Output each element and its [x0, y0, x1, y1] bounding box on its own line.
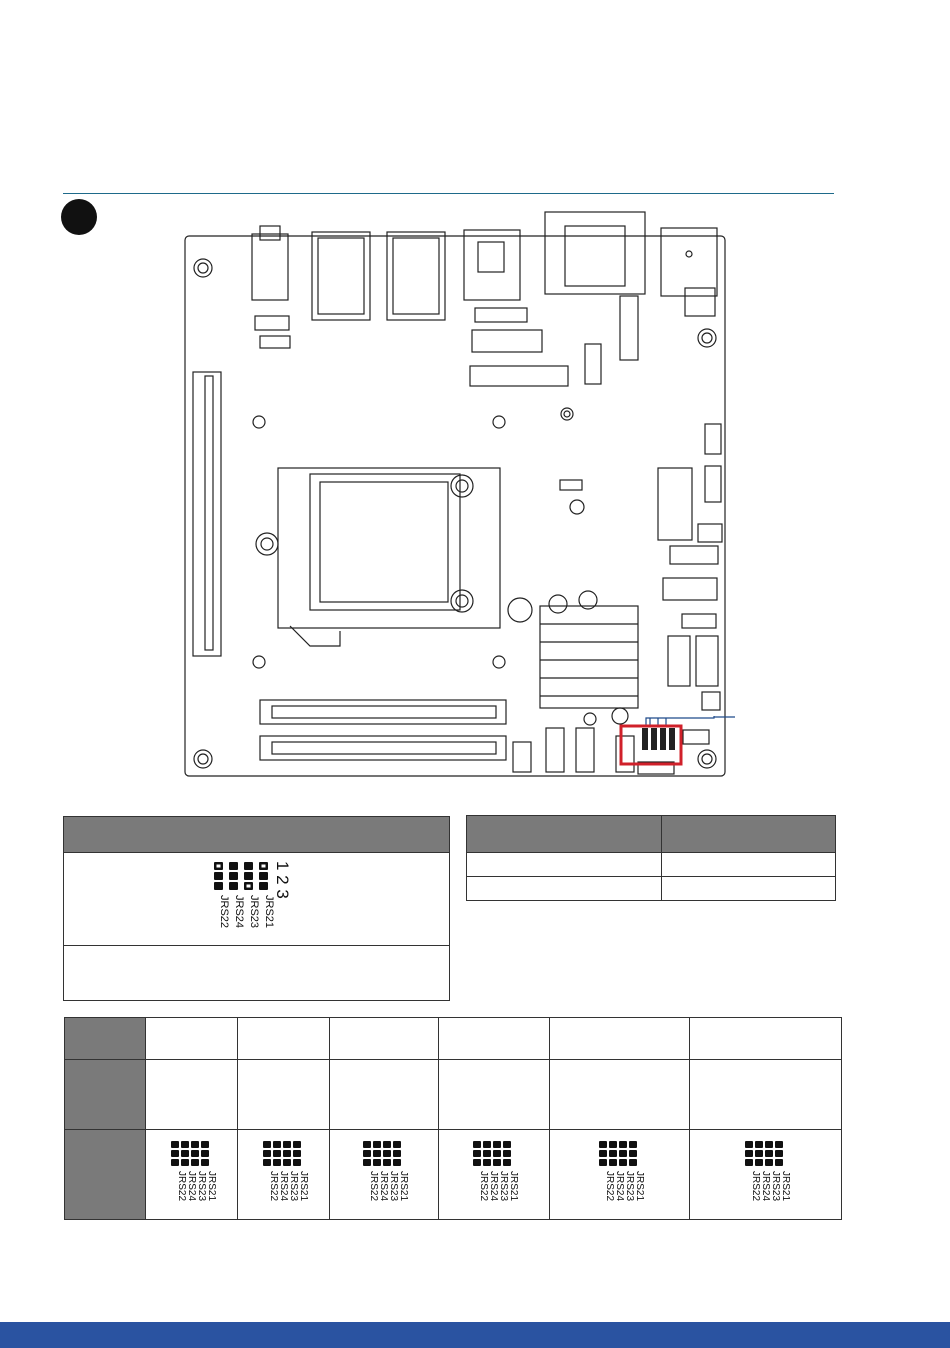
jumper-pin: [373, 1159, 381, 1166]
jumper-label-jrs21: JRS21: [263, 895, 275, 929]
jumper-pin: [755, 1141, 763, 1148]
jumper-pin: [363, 1141, 371, 1148]
jumper-pin: [745, 1150, 753, 1157]
row-header-cell: [65, 1060, 146, 1130]
jumper-pin: [619, 1159, 627, 1166]
jumper-pin: [619, 1141, 627, 1148]
jumper-mini-diagram: [249, 1135, 319, 1215]
jumper-pin: [283, 1150, 291, 1157]
jumper-pin: [181, 1150, 189, 1157]
jumper-pin: [599, 1159, 607, 1166]
table-cell: [439, 1018, 550, 1060]
jumper-config-cell: [330, 1130, 439, 1220]
jumper-mini-label: JRS24: [277, 1170, 289, 1201]
jumper-pin: [393, 1141, 401, 1148]
jumper-pin: [629, 1159, 637, 1166]
jumper-pin: [383, 1159, 391, 1166]
table-cell: [690, 1060, 842, 1130]
jumper-pin: [473, 1141, 481, 1148]
jumper-mode-table: [64, 1017, 842, 1220]
jumper-pin: [273, 1150, 281, 1157]
table-cell: [662, 877, 836, 901]
jumper-pin: [263, 1150, 271, 1157]
row-header-cell: [65, 1130, 146, 1220]
jumper-config-cell: [690, 1130, 842, 1220]
jumper-config-cell: [146, 1130, 238, 1220]
jumper-pin: [503, 1159, 511, 1166]
jumper-mini-label: JRS23: [498, 1170, 509, 1201]
jumper-pin: [273, 1159, 281, 1166]
jumper-pin: [755, 1150, 763, 1157]
jumper-pin: [493, 1150, 501, 1157]
jumper-pin: [599, 1150, 607, 1157]
jumper-pin: [171, 1141, 179, 1148]
jumper-pin: [191, 1141, 199, 1148]
jumper-pin: [619, 1150, 627, 1157]
jumper-pin: [629, 1141, 637, 1148]
board-outline: [185, 236, 725, 776]
row-header-cell: [65, 1018, 146, 1060]
jumper-mini-label: JRS22: [175, 1170, 187, 1201]
jumper-pin: [363, 1159, 371, 1166]
jumper-pin: [483, 1159, 491, 1166]
jumper-mini-label: JRS21: [398, 1170, 409, 1201]
table-cell: [238, 1060, 330, 1130]
jumper-pin: [765, 1150, 773, 1157]
table-cell: [467, 877, 662, 901]
jumper-pin: [745, 1141, 753, 1148]
jumper-mini-label: JRS24: [759, 1170, 771, 1201]
table-cell: [330, 1060, 439, 1130]
jumper-pin: [393, 1150, 401, 1157]
jumper-pin: [599, 1141, 607, 1148]
table-cell: [146, 1018, 238, 1060]
jumper-pin: [765, 1141, 773, 1148]
jumper-mini-diagram: [157, 1135, 227, 1215]
jumper-pin: [171, 1159, 179, 1166]
jumper-mini-label: JRS24: [613, 1170, 625, 1201]
jumper-pin: [293, 1159, 301, 1166]
jumper-pin: [263, 1159, 271, 1166]
table-header-cell: [467, 816, 662, 853]
step-marker-dot: [61, 199, 97, 235]
jumper-mini-label: JRS22: [603, 1170, 615, 1201]
jumper-pin: [383, 1150, 391, 1157]
jumper-pin: [493, 1159, 501, 1166]
jumper-mini-label: JRS21: [508, 1170, 519, 1201]
jumper-pin: [765, 1159, 773, 1166]
jumper-mini-label: JRS23: [623, 1170, 635, 1201]
jumper-panel-header: [64, 817, 449, 853]
jumper-pin: [503, 1150, 511, 1157]
table-cell: [467, 853, 662, 877]
jumper-mini-label: JRS24: [378, 1170, 389, 1201]
jumper-diagram-panel: [63, 816, 450, 1001]
jumper-mini-label: JRS24: [488, 1170, 499, 1201]
jumper-pin: [181, 1159, 189, 1166]
jumper-pin: [629, 1150, 637, 1157]
jumper-label-jrs22: JRS22: [218, 895, 230, 929]
jumper-pin: [609, 1141, 617, 1148]
jumper-mini-label: JRS21: [297, 1170, 309, 1201]
motherboard-layout-diagram: [180, 206, 735, 786]
jumper-mini-label: JRS22: [267, 1170, 279, 1201]
jumper-pin: [609, 1159, 617, 1166]
jumper-mini-label: JRS22: [368, 1170, 379, 1201]
jumper-pin: [283, 1141, 291, 1148]
jumper-mini-diagram: [731, 1135, 801, 1215]
jumper-mini-label: JRS23: [388, 1170, 399, 1201]
jumper-pin: [775, 1141, 783, 1148]
jumper-pin: [609, 1150, 617, 1157]
jumper-pin: [191, 1159, 199, 1166]
jumper-pin: [273, 1141, 281, 1148]
table-cell: [330, 1018, 439, 1060]
jumper-mini-label: JRS21: [779, 1170, 791, 1201]
jumper-pin: [493, 1141, 501, 1148]
jumper-pin: [503, 1141, 511, 1148]
jumper-panel-body: [64, 853, 449, 946]
jumper-config-cell: [238, 1130, 330, 1220]
table-cell: [146, 1060, 238, 1130]
table-cell: [550, 1018, 690, 1060]
jumper-pin: [483, 1150, 491, 1157]
jumper-mini-label: JRS23: [769, 1170, 781, 1201]
jumper-pin: [393, 1159, 401, 1166]
jumper-config-cell: [439, 1130, 550, 1220]
jumper-pin: [383, 1141, 391, 1148]
jumper-mini-label: JRS24: [185, 1170, 197, 1201]
jumper-pin: [201, 1150, 209, 1157]
jumper-pin: [473, 1159, 481, 1166]
jumper-label-jrs24: JRS24: [233, 895, 245, 929]
table-cell: [690, 1018, 842, 1060]
jumper-setting-table: [466, 815, 836, 901]
jumper-pin: [373, 1141, 381, 1148]
jumper-pin: [363, 1150, 371, 1157]
footer-bar: [0, 1322, 950, 1348]
jumper-config-row: [65, 1130, 842, 1220]
jumper-pin: [263, 1141, 271, 1148]
jumper-pin: [483, 1141, 491, 1148]
jumper-pin: [171, 1150, 179, 1157]
table-cell: [662, 853, 836, 877]
table-header-cell: [662, 816, 836, 853]
jumper-mini-label: JRS22: [478, 1170, 489, 1201]
jumper-mini-label: JRS22: [749, 1170, 761, 1201]
jumper-pin: [283, 1159, 291, 1166]
jumper-pin: [775, 1150, 783, 1157]
jumper-mini-diagram: [585, 1135, 655, 1215]
jumper-mini-diagram: [349, 1135, 419, 1215]
jumper-config-cell: [550, 1130, 690, 1220]
section-divider: [63, 193, 834, 194]
jumper-pin: [191, 1150, 199, 1157]
jumper-mini-label: JRS21: [633, 1170, 645, 1201]
jumper-pin: [745, 1159, 753, 1166]
pin-numbers-label: 1 2 3: [273, 861, 292, 899]
jumper-pin: [473, 1150, 481, 1157]
jumper-pin: [373, 1150, 381, 1157]
jumper-mini-label: JRS23: [287, 1170, 299, 1201]
jumper-pin: [293, 1150, 301, 1157]
jumper-pin: [181, 1141, 189, 1148]
jumper-mini-diagram: [459, 1135, 529, 1215]
jumper-mini-label: JRS21: [205, 1170, 217, 1201]
jumper-mini-label: JRS23: [195, 1170, 207, 1201]
table-cell: [550, 1060, 690, 1130]
jumper-pin: [775, 1159, 783, 1166]
jumper-label-jrs23: JRS23: [248, 895, 260, 929]
jumper-pin: [293, 1141, 301, 1148]
jumper-pin-diagram: [209, 853, 319, 945]
jumper-pin: [201, 1141, 209, 1148]
jumper-pin: [755, 1159, 763, 1166]
jumper-pin: [201, 1159, 209, 1166]
table-cell: [439, 1060, 550, 1130]
table-cell: [238, 1018, 330, 1060]
